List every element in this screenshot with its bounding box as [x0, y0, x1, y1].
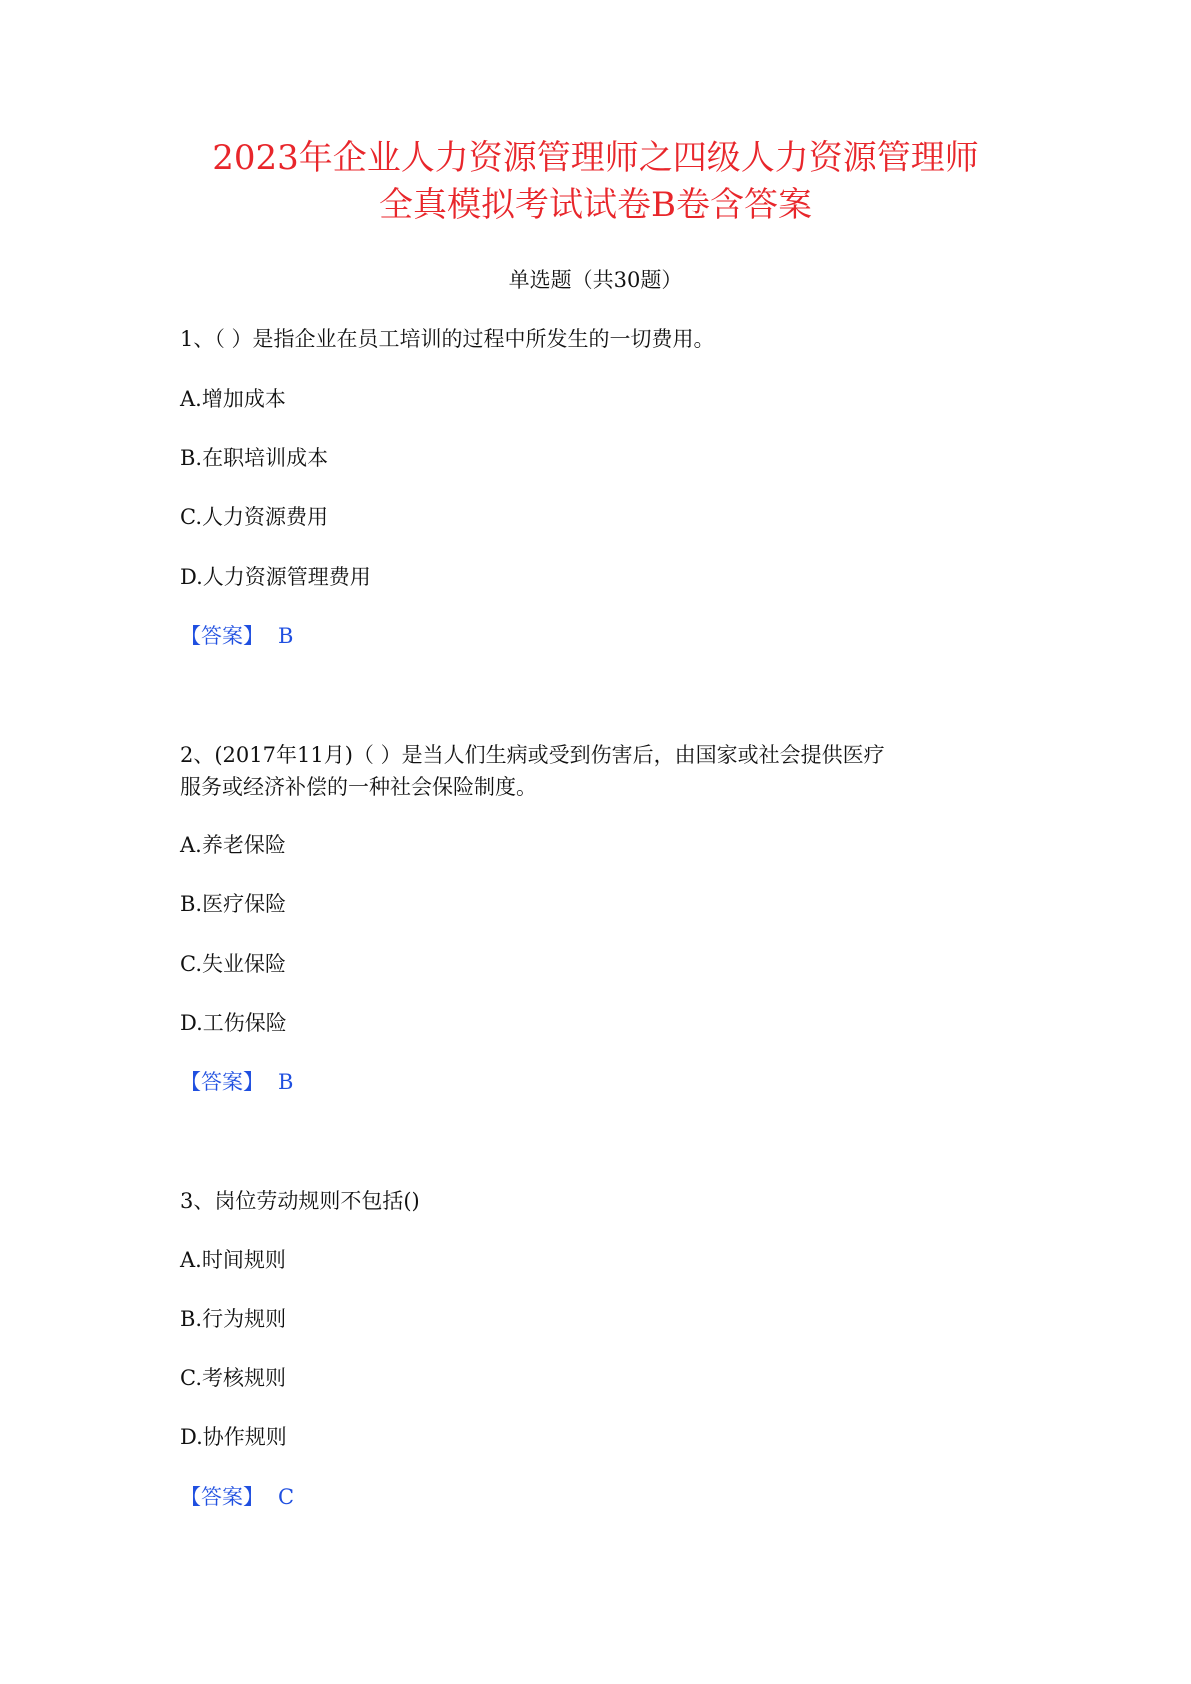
question-1-answer — [180, 622, 293, 650]
question-3-option-c: C.考核规则 — [180, 1366, 286, 1390]
answer-label: 【答案】 — [180, 1070, 264, 1094]
question-1-option-b: B.在职培训成本 — [180, 446, 329, 470]
question-1-option-a: A.增加成本 — [180, 387, 286, 411]
question-1-option-d: D.人力资源管理费用 — [180, 565, 371, 589]
question-2-option-c: C.失业保险 — [180, 952, 286, 976]
question-2-text-line2: 服务或经济补偿的一种社会保险制度。 — [180, 775, 537, 799]
question-3-answer — [180, 1483, 294, 1511]
answer-label: 【答案】 — [180, 624, 264, 648]
document-title-line1: 2023年企业人力资源管理师之四级人力资源管理师 — [212, 138, 979, 178]
question-1-text: 1、（ ）是指企业在员工培训的过程中所发生的一切费用。 — [180, 327, 715, 351]
answer-value: B — [278, 1070, 294, 1094]
answer-value: B — [278, 624, 294, 648]
answer-label: 【答案】 — [180, 1485, 264, 1509]
question-2-option-d: D.工伤保险 — [180, 1011, 287, 1035]
question-2-answer — [180, 1068, 293, 1096]
question-1-option-c: C.人力资源费用 — [180, 505, 328, 529]
question-2-option-b: B.医疗保险 — [180, 892, 287, 916]
question-3-option-a: A.时间规则 — [180, 1248, 286, 1272]
question-3-text: 3、岗位劳动规则不包括() — [180, 1189, 420, 1213]
answer-value: C — [278, 1485, 295, 1509]
document-title-line2: 全真模拟考试试卷B卷含答案 — [379, 185, 812, 225]
question-2-option-a: A.养老保险 — [180, 833, 286, 857]
question-2-text-line1: 2、(2017年11月)（ ）是当人们生病或受到伤害后，由国家或社会提供医疗 — [180, 743, 885, 767]
question-3-option-d: D.协作规则 — [180, 1425, 287, 1449]
question-3-option-b: B.行为规则 — [180, 1307, 287, 1331]
section-heading: 单选题（共30题） — [508, 268, 683, 292]
